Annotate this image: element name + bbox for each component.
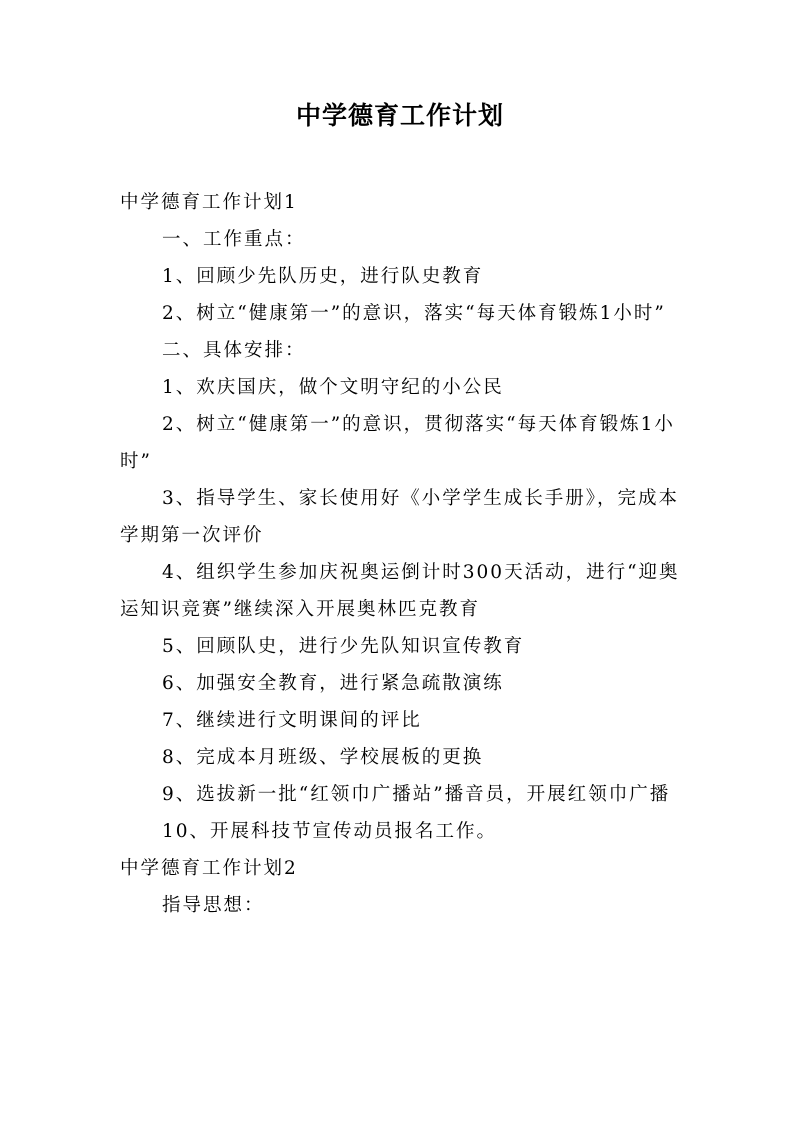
paragraph: 指导思想：: [162, 895, 265, 916]
document-body: [120, 184, 685, 924]
paragraph: 9、选拔新一批“红领巾广播站”播音员，开展红领巾广播: [162, 784, 671, 805]
paragraph-section-heading: 中学德育工作计划2: [120, 858, 298, 879]
paragraph: 二、具体安排：: [162, 340, 306, 361]
paragraph: 3、指导学生、家长使用好《小学学生成长手册》，完成本学期第一次评价: [120, 488, 680, 546]
paragraph: 2、树立“健康第一”的意识，贯彻落实“每天体育锻炼1小时”: [120, 414, 675, 472]
paragraph: 8、完成本月班级、学校展板的更换: [162, 747, 484, 768]
document-title: 中学德育工作计划: [295, 101, 504, 130]
paragraph: 5、回顾队史，进行少先队知识宣传教育: [162, 636, 525, 657]
paragraph: 1、回顾少先队历史，进行队史教育: [162, 266, 484, 287]
paragraph: 6、加强安全教育，进行紧急疏散演练: [162, 673, 504, 694]
paragraph: 10、开展科技节宣传动员报名工作。: [162, 821, 498, 842]
paragraph-section-heading: 中学德育工作计划1: [120, 192, 298, 213]
paragraph: 2、树立“健康第一”的意识，落实“每天体育锻炼1小时”: [162, 303, 666, 324]
paragraph: 1、欢庆国庆，做个文明守纪的小公民: [162, 377, 504, 398]
paragraph: 7、继续进行文明课间的评比: [162, 710, 422, 731]
paragraph: 4、组织学生参加庆祝奥运倒计时300天活动，进行“迎奥运知识竞赛”继续深入开展奥林匹克教育: [120, 562, 680, 620]
paragraph: 一、工作重点：: [162, 229, 306, 250]
